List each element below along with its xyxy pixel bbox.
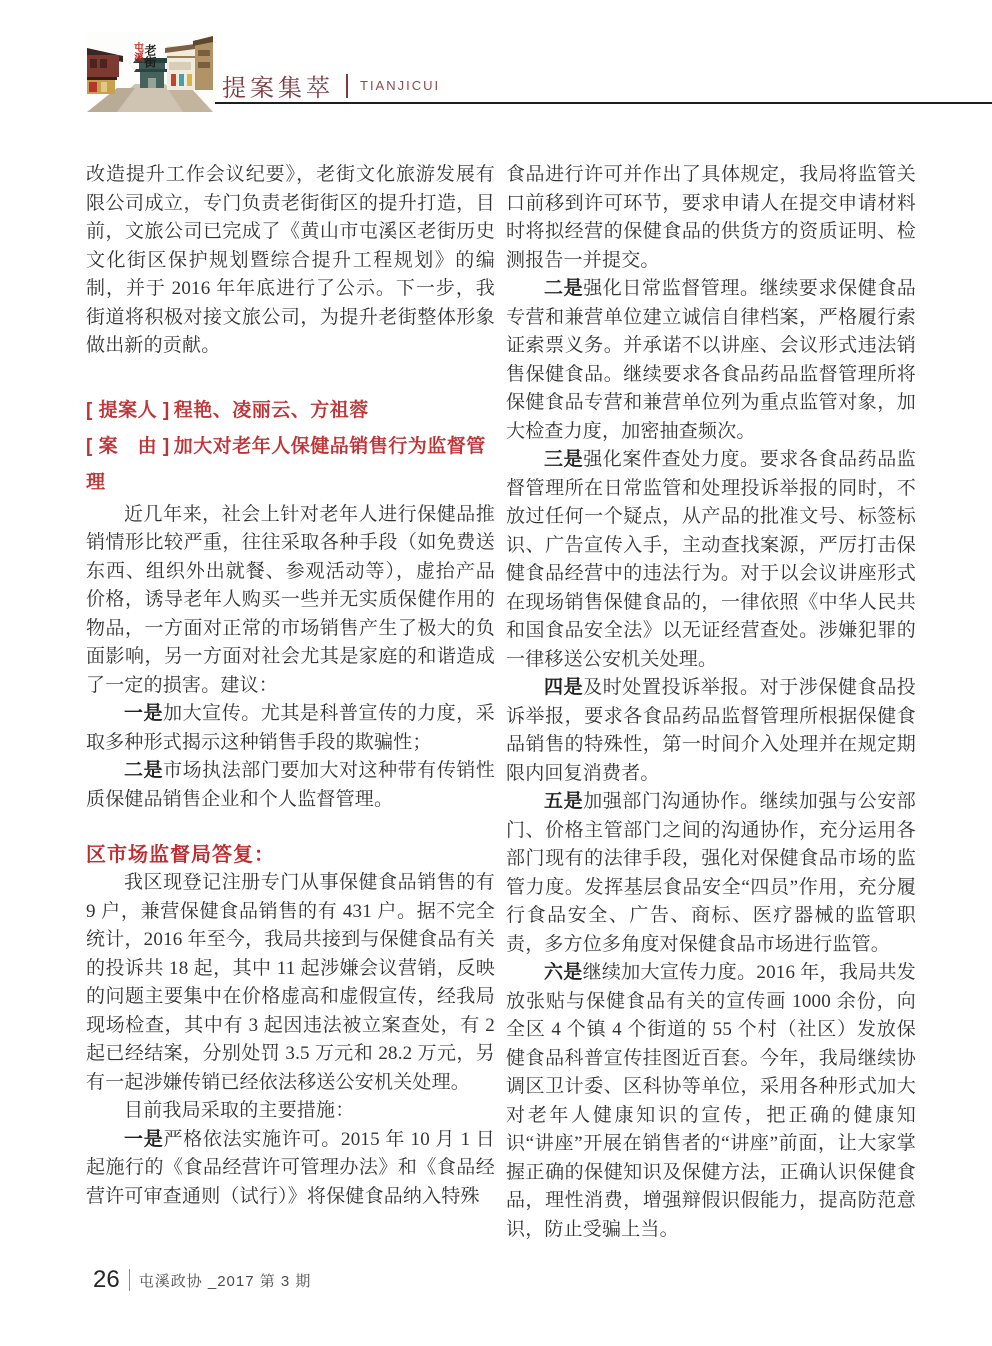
measure-6-text: 继续加大宣传力度。2016 年，我局共发放张贴与保健食品有关的宣传画 1000 余份，向全区 4 个镇 4 个街道的 55 个村（社区）发放保健食品科普宣传挂图近百套。今年，我局继续协调区卫计委、区科协等单位，采用各种形式加大对老年人健康知识的宣传，把正确的健康知识“讲座”开展在销售者的“讲座”前面，让大家掌握正确的保健知识及保健方法，正确认识保健食品，理性消费，增强辩假识假能力，提高防范意识，防止受骗上当。 [506, 962, 916, 1240]
measures-intro: 目前我局采取的主要措施： [124, 1100, 355, 1121]
paragraph-continuation: 改造提升工作会议纪要》，老街文化旅游发展有限公司成立，专门负责老街街区的提升打造，目前，文旅公司已完成了《黄山市屯溪区老街历史文化街区保护规划暨综合提升工程规划》的编制，并于 2016 年年底进行了公示。下一步，我街道将积极对接文旅公司，为提升老街整体形象做出新的贡献。 [86, 164, 495, 356]
reply-heading: 区市场监督局答复： [86, 844, 275, 866]
masthead-divider [346, 74, 348, 98]
photo-calligraphy-red: 屯溪 [131, 42, 143, 62]
measure-3 [506, 446, 916, 674]
proposer-row [86, 393, 495, 429]
measure-6 [506, 959, 916, 1244]
proposer-label: [ 提案人 ] [86, 399, 170, 421]
page-number: 26 [93, 1266, 120, 1293]
measure-3-text: 强化案件查处力度。要求各食品药品监督管理所在日常监管和处理投诉举报的同时，不放过任何一个疑点，从产品的批准文号、标签标识、广告宣传入手，主动查找案源，严厉打击保健食品经营中的违法行为。对于以会议讲座形式在现场销售保健食品的，一律依照《中华人民共和国食品安全法》以无证经营查处。涉嫌犯罪的一律移送公安机关处理。 [506, 449, 916, 670]
left-column [86, 161, 495, 1211]
footer-divider [129, 1269, 130, 1291]
suggestion-1-lead: 一是 [124, 703, 164, 724]
suggestion-2 [86, 757, 495, 814]
measure-4-text: 及时处置投诉举报。对于涉保健食品投诉举报，要求各食品药品监督管理所根据保健食品销售的特殊性，第一时间介入处理并在规定期限内回复消费者。 [506, 677, 916, 784]
measure-5 [506, 788, 916, 959]
journal-issue: 屯溪政协 _2017 第 3 期 [138, 1272, 312, 1290]
measure-5-lead: 五是 [544, 791, 584, 812]
measure-2-text: 强化日常监督管理。继续要求保健食品专营和兼营单位建立诚信自律档案，严格履行索证索票义务。并承诺不以讲座、会议形式违法销售保健食品。继续要求各食品药品监督管理所将保健食品专营和兼营单位列为重点监管对象，加大检查力度，加密抽查频次。 [506, 278, 916, 442]
measure-4 [506, 674, 916, 788]
measure-1-continuation: 食品进行许可并作出了具体规定，我局将监管关口前移到许可环节，要求申请人在提交申请材料时将拟经营的保健食品的供货方的资质证明、检测报告一并提交。 [506, 164, 916, 271]
suggestion-1 [86, 700, 495, 757]
reply-paragraph: 我区现登记注册专门从事保健食品销售的有 9 户，兼营保健食品销售的有 431 户。据不完全统计，2016 年至今，我局共接到与保健食品有关的投诉共 18 起，其中 11 起涉嫌会议营销，反映的问题主要集中在价格虚高和虚假宣传，经我局现场检查，其中有 3 起因违法被立案查处，有 2 起已经结案，分别处罚 3.5 万元和 28.2 万元，另有一起涉嫌传销已经依法移送公安机关处理。 [86, 872, 495, 1093]
case-title: 加大对老年人保健品销售行为监督管理 [86, 435, 486, 493]
proposer-names: 程艳、凌丽云、方祖蓉 [173, 399, 369, 421]
measure-4-lead: 四是 [544, 677, 584, 698]
measure-5-text: 加强部门沟通协作。继续加强与公安部门、价格主管部门之间的沟通协作，充分运用各部门现有的法律手段，强化对保健食品市场的监管力度。发挥基层食品安全“四员”作用，充分履行食品安全、广告、商标、医疗器械的监管职责，多方位多角度对保健食品市场进行监管。 [506, 791, 916, 955]
suggestion-1-text: 加大宣传。尤其是科普宣传的力度，采取多种形式揭示这种销售手段的欺骗性； [86, 703, 495, 753]
case-row [86, 429, 495, 501]
measure-1 [86, 1126, 495, 1212]
suggestion-2-text: 市场执法部门要加大对这种带有传销性质保健品销售企业和个人监督管理。 [86, 760, 495, 810]
old-street-photo [87, 32, 213, 112]
masthead [222, 68, 440, 103]
measure-2 [506, 275, 916, 446]
measure-6-lead: 六是 [544, 962, 583, 983]
measure-1-text: 严格依法实施许可。2015 年 10 月 1 日起施行的《食品经营许可管理办法》和《食品经营许可审查通则（试行）》将保健食品纳入特殊 [86, 1128, 495, 1207]
measure-1-lead: 一是 [124, 1128, 164, 1150]
page-footer [93, 1266, 311, 1294]
section-title: 提案集萃 [222, 76, 334, 102]
measure-3-lead: 三是 [544, 449, 584, 470]
section-title-pinyin: TIANJICUI [360, 78, 441, 93]
measure-2-lead: 二是 [544, 278, 584, 299]
proposal-intro: 近几年来，社会上针对老年人进行保健品推销情形比较严重，往往采取各种手段（如免费送东西、组织外出就餐、参观活动等），虚抬产品价格，诱导老年人购买一些并无实质保健作用的物品，一方面对正常的市场销售产生了极大的负面影响，另一方面对社会尤其是家庭的和谐造成了一定的损害。建议： [86, 503, 495, 696]
case-label: [ 案 由 ] [86, 435, 170, 457]
suggestion-2-lead: 二是 [124, 760, 164, 781]
proposal-meta [86, 393, 495, 501]
header-rule [215, 102, 992, 104]
photo-calligraphy-dark: 老街 [143, 44, 157, 68]
right-column [506, 161, 916, 1244]
